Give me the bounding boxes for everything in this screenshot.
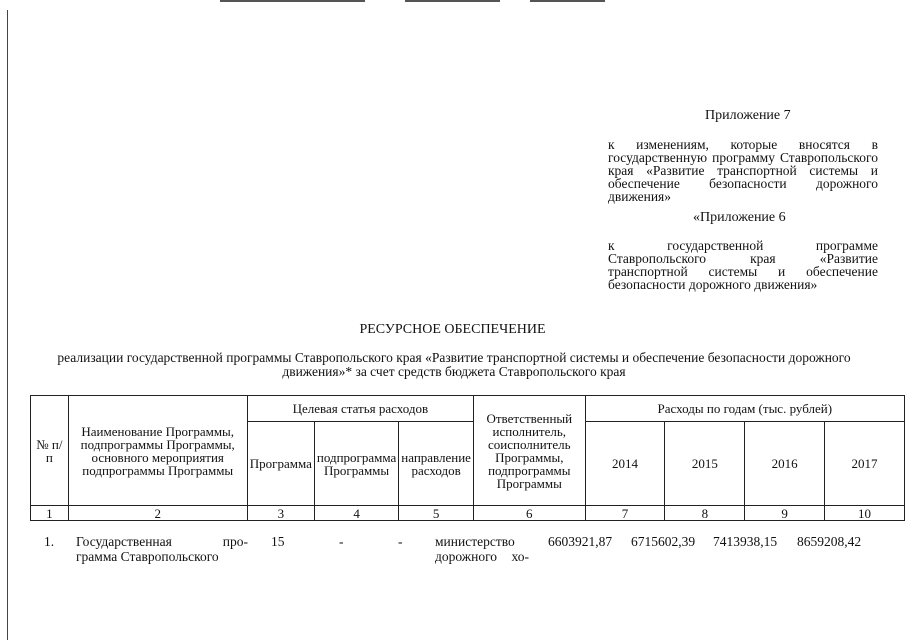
column-number: 1 [31,506,69,521]
column-number: 3 [247,506,314,521]
row-1-responsible [435,534,529,564]
header-year: 2017 [825,422,905,506]
header-year: 2016 [745,422,825,506]
row-1-name-line: грамма Ставропольского [76,549,219,564]
row-1-value-2016: 7413938,15 [713,534,778,549]
header-row-1 [31,396,905,422]
scan-artifact-line [405,0,500,2]
column-number-row [31,506,905,521]
header-program: Программа [247,422,314,506]
row-1-subprogram: - [339,534,344,549]
row-1-num: 1. [44,534,55,549]
annex-7-text: к изменениям, которые вносятся в государственную программу Ставропольского края «Развитие транспортной системы и обеспечение безопасности дорожного движения» [608,137,878,204]
row-1-direction: - [398,534,403,549]
scan-artifact-line [220,0,365,2]
annex-7-block [608,109,878,203]
annex-6-heading: «Приложение 6 [693,210,786,225]
header-target-article: Целевая статья расходов [247,396,473,422]
document-title: РЕСУРСНОЕ ОБЕСПЕЧЕНИЕ [359,322,546,337]
row-1-value-2015: 6715602,39 [631,534,696,549]
annex-6-block [608,211,878,291]
column-number: 8 [665,506,745,521]
column-number: 6 [473,506,585,521]
row-1-value-2014: 6603921,87 [548,534,613,549]
header-name: Наименование Программы, подпрограммы Программы, основного мероприятия подпрограммы Программы [68,396,247,506]
row-1-name-line: Государственная про- [76,534,248,549]
header-expenses: Расходы по годам (тыс. рублей) [585,396,904,422]
row-1-responsible-line: министерство [435,534,515,549]
header-subprogram: подпрограмма Программы [314,422,398,506]
row-1-value-2017: 8659208,42 [797,534,862,549]
column-number: 5 [399,506,474,521]
row-1-program: 15 [271,534,285,549]
row-1-name [76,534,248,564]
column-number: 10 [825,506,905,521]
column-number: 7 [585,506,665,521]
header-responsible: Ответственный исполнитель, соисполнитель Программы, подпрограммы Программы [473,396,585,506]
column-number: 4 [314,506,398,521]
annex-7-heading: Приложение 7 [705,108,791,123]
header-year: 2015 [665,422,745,506]
header-num: № п/п [31,396,69,506]
column-number: 2 [68,506,247,521]
scan-artifact-line [530,0,605,2]
annex-6-text: к государственной программе Ставропольского края «Развитие транспортной системы и обеспечение безопасности дорожного движения» [608,238,878,292]
header-year: 2014 [585,422,665,506]
document-subtitle: реализации государственной программы Ставропольского края «Развитие транспортной системы и обеспечение безопасности дорожного движения»* за счет средств бюджета Ставропольского края [57,350,851,379]
header-direction: направление расходов [399,422,474,506]
row-1-responsible-line: дорожного хо- [435,549,529,564]
column-number: 9 [745,506,825,521]
resource-table [30,395,905,521]
